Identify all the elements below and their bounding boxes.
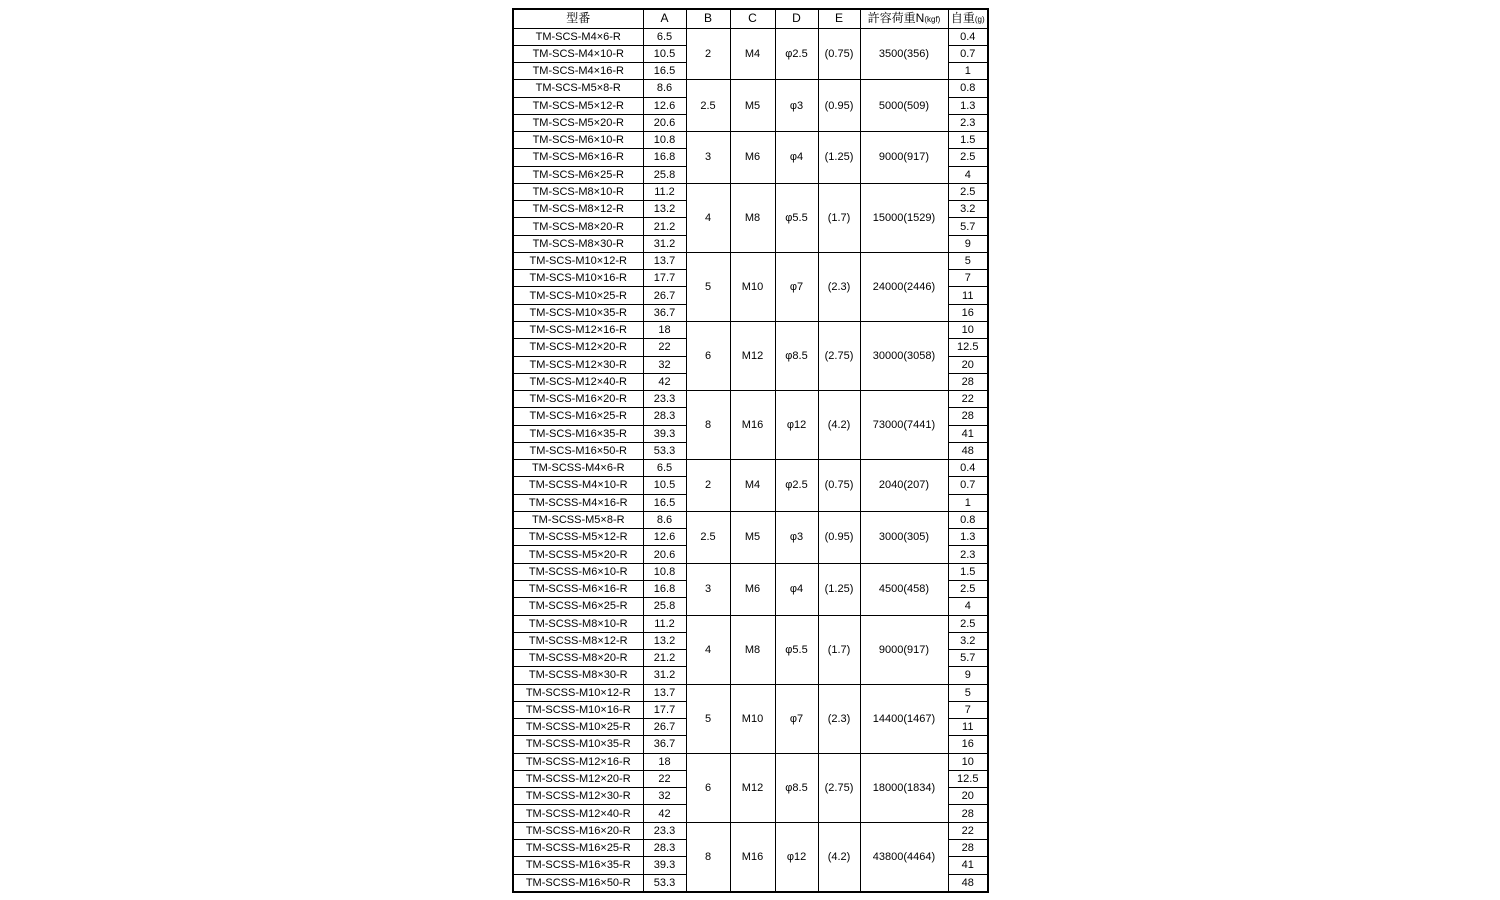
cell-load: 9000(917) — [860, 132, 948, 184]
cell-a: 39.3 — [643, 857, 686, 874]
cell-a: 23.3 — [643, 391, 686, 408]
cell-weight: 3.2 — [948, 632, 988, 649]
cell-a: 18 — [643, 753, 686, 770]
cell-load: 73000(7441) — [860, 391, 948, 460]
cell-a: 8.6 — [643, 511, 686, 528]
table-row — [513, 391, 988, 408]
cell-a: 13.7 — [643, 684, 686, 701]
cell-d: φ12 — [775, 822, 818, 892]
table-row — [513, 753, 988, 770]
col-header-label: A — [660, 11, 669, 26]
cell-a: 13.2 — [643, 632, 686, 649]
cell-model: TM-SCS-M12×30-R — [513, 356, 643, 373]
cell-load: 3500(356) — [860, 28, 948, 80]
cell-weight: 48 — [948, 442, 988, 459]
cell-a: 26.7 — [643, 287, 686, 304]
cell-a: 32 — [643, 788, 686, 805]
cell-c: M5 — [730, 511, 775, 563]
cell-model: TM-SCS-M4×10-R — [513, 45, 643, 62]
cell-model: TM-SCSS-M6×10-R — [513, 563, 643, 580]
cell-e: (2.3) — [818, 684, 860, 753]
cell-c: M8 — [730, 183, 775, 252]
cell-weight: 11 — [948, 287, 988, 304]
cell-weight: 16 — [948, 304, 988, 321]
cell-e: (2.75) — [818, 753, 860, 822]
cell-load: 3000(305) — [860, 511, 948, 563]
cell-weight: 0.7 — [948, 477, 988, 494]
cell-d: φ5.5 — [775, 183, 818, 252]
spec-table-body — [513, 28, 988, 892]
cell-model: TM-SCSS-M10×16-R — [513, 701, 643, 718]
cell-b: 2 — [686, 460, 730, 512]
table-row — [513, 460, 988, 477]
cell-e: (0.95) — [818, 80, 860, 132]
cell-model: TM-SCS-M4×16-R — [513, 63, 643, 80]
cell-model: TM-SCS-M16×50-R — [513, 442, 643, 459]
cell-c: M16 — [730, 391, 775, 460]
cell-a: 16.5 — [643, 494, 686, 511]
cell-load: 2040(207) — [860, 460, 948, 512]
col-header-load — [860, 9, 948, 28]
cell-load: 15000(1529) — [860, 183, 948, 252]
cell-a: 28.3 — [643, 839, 686, 856]
table-row — [513, 684, 988, 701]
cell-a: 12.6 — [643, 97, 686, 114]
cell-a: 16.8 — [643, 149, 686, 166]
cell-weight: 0.8 — [948, 511, 988, 528]
cell-weight: 48 — [948, 874, 988, 892]
cell-weight: 10 — [948, 322, 988, 339]
cell-a: 23.3 — [643, 822, 686, 839]
cell-c: M10 — [730, 684, 775, 753]
cell-b: 2.5 — [686, 511, 730, 563]
cell-model: TM-SCSS-M16×35-R — [513, 857, 643, 874]
col-header-label: E — [834, 11, 843, 26]
cell-model: TM-SCSS-M12×16-R — [513, 753, 643, 770]
cell-a: 16.8 — [643, 581, 686, 598]
col-header-sub: (kgf) — [924, 15, 941, 25]
cell-d: φ2.5 — [775, 460, 818, 512]
table-row — [513, 132, 988, 149]
cell-model: TM-SCS-M8×12-R — [513, 201, 643, 218]
cell-weight: 20 — [948, 788, 988, 805]
cell-c: M12 — [730, 322, 775, 391]
col-header-weight — [948, 9, 988, 28]
cell-model: TM-SCS-M12×40-R — [513, 373, 643, 390]
cell-weight: 22 — [948, 391, 988, 408]
cell-a: 13.2 — [643, 201, 686, 218]
cell-b: 2.5 — [686, 80, 730, 132]
cell-model: TM-SCS-M8×10-R — [513, 183, 643, 200]
cell-load: 30000(3058) — [860, 322, 948, 391]
cell-model: TM-SCS-M6×10-R — [513, 132, 643, 149]
cell-e: (2.75) — [818, 322, 860, 391]
cell-model: TM-SCSS-M8×10-R — [513, 615, 643, 632]
cell-weight: 28 — [948, 805, 988, 822]
cell-model: TM-SCS-M5×8-R — [513, 80, 643, 97]
spec-table-wrapper — [512, 8, 989, 893]
cell-b: 4 — [686, 615, 730, 684]
cell-load: 4500(458) — [860, 563, 948, 615]
cell-load: 9000(917) — [860, 615, 948, 684]
table-row — [513, 28, 988, 45]
cell-weight: 11 — [948, 719, 988, 736]
cell-a: 17.7 — [643, 701, 686, 718]
cell-e: (2.3) — [818, 252, 860, 321]
cell-model: TM-SCS-M16×25-R — [513, 408, 643, 425]
cell-model: TM-SCS-M12×16-R — [513, 322, 643, 339]
cell-model: TM-SCS-M5×20-R — [513, 114, 643, 131]
cell-model: TM-SCSS-M8×30-R — [513, 667, 643, 684]
table-row — [513, 80, 988, 97]
cell-b: 6 — [686, 322, 730, 391]
cell-weight: 5 — [948, 252, 988, 269]
table-row — [513, 183, 988, 200]
cell-a: 25.8 — [643, 598, 686, 615]
cell-c: M10 — [730, 252, 775, 321]
col-header-label: B — [703, 11, 712, 26]
cell-model: TM-SCSS-M12×30-R — [513, 788, 643, 805]
table-row — [513, 322, 988, 339]
cell-model: TM-SCSS-M5×12-R — [513, 529, 643, 546]
cell-weight: 2.3 — [948, 546, 988, 563]
cell-a: 8.6 — [643, 80, 686, 97]
cell-weight: 5 — [948, 684, 988, 701]
cell-a: 12.6 — [643, 529, 686, 546]
cell-weight: 7 — [948, 701, 988, 718]
cell-weight: 2.5 — [948, 581, 988, 598]
col-header-c — [730, 9, 775, 28]
cell-weight: 1.5 — [948, 132, 988, 149]
cell-weight: 1.5 — [948, 563, 988, 580]
cell-b: 4 — [686, 183, 730, 252]
cell-model: TM-SCSS-M4×6-R — [513, 460, 643, 477]
cell-model: TM-SCS-M10×25-R — [513, 287, 643, 304]
cell-d: φ12 — [775, 391, 818, 460]
spec-table — [512, 8, 989, 893]
col-header-d — [775, 9, 818, 28]
cell-c: M6 — [730, 132, 775, 184]
cell-weight: 1 — [948, 63, 988, 80]
cell-weight: 9 — [948, 667, 988, 684]
cell-load: 18000(1834) — [860, 753, 948, 822]
cell-a: 10.5 — [643, 45, 686, 62]
cell-a: 21.2 — [643, 650, 686, 667]
col-header-b — [686, 9, 730, 28]
cell-model: TM-SCSS-M16×20-R — [513, 822, 643, 839]
cell-model: TM-SCS-M8×20-R — [513, 218, 643, 235]
col-header-label: 型番 — [566, 11, 591, 26]
col-header-e — [818, 9, 860, 28]
cell-a: 36.7 — [643, 736, 686, 753]
cell-b: 8 — [686, 391, 730, 460]
cell-b: 5 — [686, 684, 730, 753]
cell-weight: 3.2 — [948, 201, 988, 218]
cell-weight: 5.7 — [948, 650, 988, 667]
cell-b: 5 — [686, 252, 730, 321]
cell-weight: 28 — [948, 373, 988, 390]
cell-weight: 0.4 — [948, 28, 988, 45]
cell-e: (0.75) — [818, 460, 860, 512]
cell-model: TM-SCSS-M5×8-R — [513, 511, 643, 528]
cell-a: 26.7 — [643, 719, 686, 736]
cell-load: 5000(509) — [860, 80, 948, 132]
cell-load: 43800(4464) — [860, 822, 948, 892]
cell-model: TM-SCS-M10×12-R — [513, 252, 643, 269]
cell-load: 24000(2446) — [860, 252, 948, 321]
cell-a: 39.3 — [643, 425, 686, 442]
cell-model: TM-SCS-M10×35-R — [513, 304, 643, 321]
col-header-label: 自重 — [950, 11, 975, 26]
cell-model: TM-SCSS-M5×20-R — [513, 546, 643, 563]
cell-d: φ4 — [775, 132, 818, 184]
cell-b: 6 — [686, 753, 730, 822]
cell-e: (0.75) — [818, 28, 860, 80]
cell-a: 11.2 — [643, 615, 686, 632]
cell-a: 53.3 — [643, 442, 686, 459]
cell-c: M8 — [730, 615, 775, 684]
cell-a: 10.8 — [643, 563, 686, 580]
cell-model: TM-SCSS-M6×25-R — [513, 598, 643, 615]
cell-model: TM-SCSS-M10×12-R — [513, 684, 643, 701]
table-row — [513, 615, 988, 632]
cell-b: 8 — [686, 822, 730, 892]
cell-e: (1.7) — [818, 615, 860, 684]
cell-a: 18 — [643, 322, 686, 339]
cell-a: 13.7 — [643, 252, 686, 269]
cell-model: TM-SCS-M16×20-R — [513, 391, 643, 408]
cell-weight: 16 — [948, 736, 988, 753]
cell-a: 20.6 — [643, 114, 686, 131]
table-row — [513, 563, 988, 580]
cell-c: M5 — [730, 80, 775, 132]
cell-b: 3 — [686, 563, 730, 615]
cell-d: φ7 — [775, 252, 818, 321]
cell-weight: 28 — [948, 408, 988, 425]
cell-a: 22 — [643, 770, 686, 787]
cell-model: TM-SCSS-M8×12-R — [513, 632, 643, 649]
col-header-label: C — [748, 11, 757, 26]
cell-weight: 12.5 — [948, 339, 988, 356]
table-row — [513, 822, 988, 839]
cell-e: (1.25) — [818, 132, 860, 184]
cell-weight: 28 — [948, 839, 988, 856]
cell-c: M12 — [730, 753, 775, 822]
cell-c: M4 — [730, 460, 775, 512]
cell-model: TM-SCS-M16×35-R — [513, 425, 643, 442]
cell-c: M6 — [730, 563, 775, 615]
cell-model: TM-SCSS-M16×25-R — [513, 839, 643, 856]
cell-weight: 9 — [948, 235, 988, 252]
cell-c: M16 — [730, 822, 775, 892]
table-row — [513, 252, 988, 269]
cell-b: 2 — [686, 28, 730, 80]
cell-e: (0.95) — [818, 511, 860, 563]
cell-model: TM-SCS-M4×6-R — [513, 28, 643, 45]
cell-model: TM-SCSS-M10×25-R — [513, 719, 643, 736]
cell-weight: 1.3 — [948, 97, 988, 114]
cell-b: 3 — [686, 132, 730, 184]
col-header-sub: (g) — [974, 15, 985, 25]
cell-model: TM-SCSS-M12×40-R — [513, 805, 643, 822]
cell-d: φ3 — [775, 80, 818, 132]
cell-e: (1.7) — [818, 183, 860, 252]
cell-d: φ5.5 — [775, 615, 818, 684]
cell-weight: 22 — [948, 822, 988, 839]
spec-table-head — [513, 9, 988, 28]
cell-weight: 4 — [948, 598, 988, 615]
cell-weight: 2.3 — [948, 114, 988, 131]
cell-a: 10.5 — [643, 477, 686, 494]
cell-weight: 2.5 — [948, 183, 988, 200]
cell-weight: 10 — [948, 753, 988, 770]
cell-a: 32 — [643, 356, 686, 373]
cell-load: 14400(1467) — [860, 684, 948, 753]
cell-e: (1.25) — [818, 563, 860, 615]
cell-e: (4.2) — [818, 391, 860, 460]
cell-weight: 0.8 — [948, 80, 988, 97]
cell-a: 53.3 — [643, 874, 686, 892]
cell-a: 36.7 — [643, 304, 686, 321]
cell-a: 31.2 — [643, 667, 686, 684]
cell-weight: 7 — [948, 270, 988, 287]
cell-a: 21.2 — [643, 218, 686, 235]
cell-weight: 12.5 — [948, 770, 988, 787]
cell-d: φ8.5 — [775, 322, 818, 391]
col-header-a — [643, 9, 686, 28]
cell-d: φ2.5 — [775, 28, 818, 80]
cell-weight: 2.5 — [948, 149, 988, 166]
cell-weight: 1.3 — [948, 529, 988, 546]
cell-a: 42 — [643, 805, 686, 822]
cell-model: TM-SCSS-M8×20-R — [513, 650, 643, 667]
cell-a: 42 — [643, 373, 686, 390]
col-header-label: D — [792, 11, 801, 26]
header-row — [513, 9, 988, 28]
cell-weight: 41 — [948, 857, 988, 874]
cell-model: TM-SCS-M10×16-R — [513, 270, 643, 287]
cell-a: 6.5 — [643, 460, 686, 477]
cell-d: φ7 — [775, 684, 818, 753]
cell-model: TM-SCSS-M12×20-R — [513, 770, 643, 787]
cell-model: TM-SCSS-M10×35-R — [513, 736, 643, 753]
cell-model: TM-SCS-M5×12-R — [513, 97, 643, 114]
cell-d: φ3 — [775, 511, 818, 563]
cell-e: (4.2) — [818, 822, 860, 892]
cell-model: TM-SCSS-M4×16-R — [513, 494, 643, 511]
cell-weight: 20 — [948, 356, 988, 373]
cell-d: φ8.5 — [775, 753, 818, 822]
cell-a: 16.5 — [643, 63, 686, 80]
cell-weight: 4 — [948, 166, 988, 183]
cell-c: M4 — [730, 28, 775, 80]
col-header-label: 許容荷重N — [867, 11, 925, 26]
cell-weight: 5.7 — [948, 218, 988, 235]
cell-model: TM-SCS-M12×20-R — [513, 339, 643, 356]
cell-a: 11.2 — [643, 183, 686, 200]
col-header-model — [513, 9, 643, 28]
cell-model: TM-SCSS-M6×16-R — [513, 581, 643, 598]
cell-model: TM-SCSS-M16×50-R — [513, 874, 643, 892]
cell-model: TM-SCSS-M4×10-R — [513, 477, 643, 494]
table-row — [513, 511, 988, 528]
cell-model: TM-SCS-M6×16-R — [513, 149, 643, 166]
cell-a: 28.3 — [643, 408, 686, 425]
cell-a: 20.6 — [643, 546, 686, 563]
cell-weight: 0.7 — [948, 45, 988, 62]
cell-weight: 2.5 — [948, 615, 988, 632]
cell-weight: 41 — [948, 425, 988, 442]
cell-model: TM-SCS-M6×25-R — [513, 166, 643, 183]
cell-a: 6.5 — [643, 28, 686, 45]
cell-a: 25.8 — [643, 166, 686, 183]
cell-a: 22 — [643, 339, 686, 356]
cell-a: 10.8 — [643, 132, 686, 149]
cell-weight: 0.4 — [948, 460, 988, 477]
cell-weight: 1 — [948, 494, 988, 511]
cell-d: φ4 — [775, 563, 818, 615]
cell-a: 31.2 — [643, 235, 686, 252]
cell-model: TM-SCS-M8×30-R — [513, 235, 643, 252]
cell-a: 17.7 — [643, 270, 686, 287]
